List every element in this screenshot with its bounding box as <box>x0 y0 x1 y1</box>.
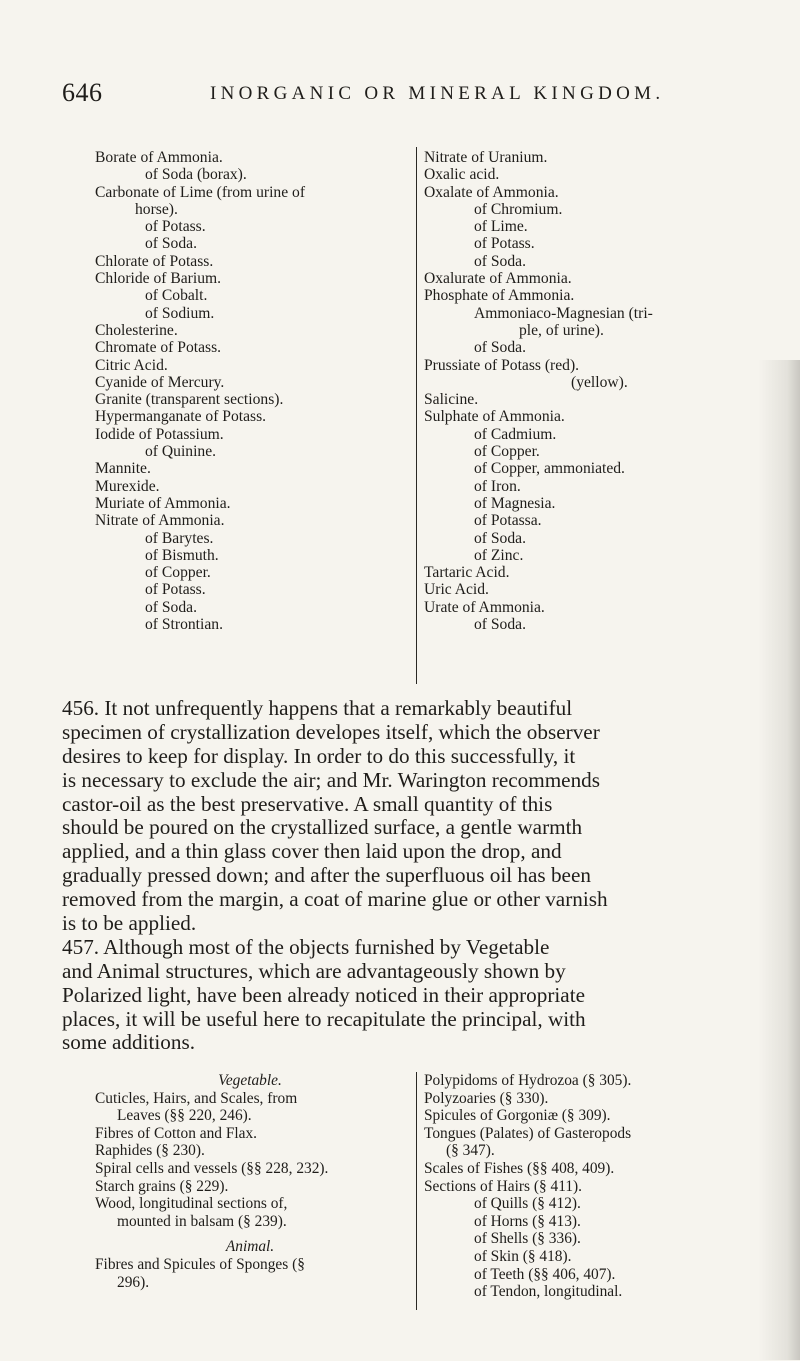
list-item: Fibres of Cotton and Flax. <box>95 1124 258 1142</box>
list-item: Sections of Hairs (§ 411). <box>424 1177 583 1195</box>
list-item: Spicules of Gorgoniæ (§ 309). <box>424 1107 611 1125</box>
list-item: of Potassa. <box>474 512 542 530</box>
list-item: of Soda. <box>474 339 526 357</box>
list-item: Urate of Ammonia. <box>424 598 545 616</box>
top-right-column <box>424 149 754 633</box>
list-item: of Copper. <box>145 564 211 582</box>
list-item: Iodide of Potassium. <box>95 425 224 443</box>
list-item: Polyzoaries (§ 330). <box>424 1089 549 1107</box>
text-line: desires to keep for display. In order to do this successfully, it <box>62 743 576 768</box>
text-line: is to be applied. <box>62 911 197 936</box>
top-left-column <box>95 149 395 633</box>
list-item: Tongues (Palates) of Gasteropods <box>424 1124 632 1142</box>
list-item: Chlorate of Potass. <box>95 252 214 270</box>
list-item: of Potass. <box>145 581 206 599</box>
list-item: Leaves (§§ 220, 246). <box>117 1107 252 1125</box>
list-item: Phosphate of Ammonia. <box>424 287 575 305</box>
page-edge-shadow <box>758 360 800 1360</box>
text-line: applied, and a thin glass cover then laid upon the drop, and <box>62 839 562 864</box>
list-item: Oxalurate of Ammonia. <box>424 270 572 288</box>
text-line: Polarized light, have been already noticed in their appropriate <box>62 982 586 1007</box>
text-line: castor-oil as the best preservative. A small quantity of this <box>62 791 553 816</box>
list-item: Polypidoms of Hydrozoa (§ 305). <box>424 1072 632 1089</box>
list-item: Borate of Ammonia. <box>95 149 223 166</box>
text-line: should be poured on the crystallized surface, a gentle warmth <box>62 815 583 840</box>
list-item: of Soda. <box>145 598 197 616</box>
list-item: of Bismuth. <box>145 546 219 564</box>
list-item: Citric Acid. <box>95 356 168 374</box>
list-item: Sulphate of Ammonia. <box>424 408 565 426</box>
list-item: of Strontian. <box>145 616 223 634</box>
list-item: Muriate of Ammonia. <box>95 494 231 512</box>
list-item: Cholesterine. <box>95 321 178 339</box>
page-header <box>62 78 762 118</box>
text-line: places, it will be useful here to recapitulate the principal, with <box>62 1006 586 1031</box>
list-item: of Horns (§ 413). <box>474 1212 581 1230</box>
list-item: of Shells (§ 336). <box>474 1230 581 1248</box>
list-item: Mannite. <box>95 460 151 478</box>
running-title: INORGANIC OR MINERAL KINGDOM. <box>210 83 665 104</box>
list-item: of Magnesia. <box>474 494 556 512</box>
list-item: of Quinine. <box>145 443 217 461</box>
list-item: of Teeth (§§ 406, 407). <box>474 1265 616 1283</box>
text-line: 457. Although most of the objects furnished by Vegetable <box>62 934 550 959</box>
list-item: Ammoniaco-Magnesian (tri- <box>474 304 653 322</box>
list-item: Scales of Fishes (§§ 408, 409). <box>424 1159 615 1177</box>
list-item: of Copper, ammoniated. <box>474 460 625 478</box>
list-item: of Barytes. <box>145 529 214 547</box>
text-line: and Animal structures, which are advantageously shown by <box>62 958 566 983</box>
bottom-right-column <box>424 1072 754 1301</box>
list-item: Salicine. <box>424 391 479 409</box>
bottom-left-column <box>95 1072 405 1291</box>
text-line: specimen of crystallization developes itself, which the observer <box>62 719 600 744</box>
column-rule <box>416 147 417 684</box>
list-item: of Chromium. <box>474 200 563 218</box>
list-item: of Quills (§ 412). <box>474 1195 581 1213</box>
animal-heading: Animal. <box>225 1238 275 1256</box>
list-item: Oxalate of Ammonia. <box>424 183 559 201</box>
list-item: Hypermanganate of Potass. <box>95 408 267 426</box>
list-item: ple, of urine). <box>519 321 604 339</box>
list-item: of Soda. <box>474 252 526 270</box>
list-item: Fibres and Spicules of Sponges (§ <box>95 1255 305 1273</box>
list-item: (yellow). <box>571 373 628 391</box>
list-item: of Zinc. <box>474 546 524 564</box>
list-item: Cyanide of Mercury. <box>95 373 225 391</box>
text-line: gradually pressed down; and after the superfluous oil has been <box>62 863 591 888</box>
list-item: Prussiate of Potass (red). <box>424 356 580 374</box>
list-item: Nitrate of Uranium. <box>424 149 548 166</box>
list-item: of Skin (§ 418). <box>474 1247 572 1265</box>
list-item: of Potass. <box>145 218 206 236</box>
list-item: of Soda. <box>474 529 526 547</box>
vegetable-heading: Vegetable. <box>218 1072 282 1089</box>
list-item: Starch grains (§ 229). <box>95 1177 229 1195</box>
list-item: Spiral cells and vessels (§§ 228, 232). <box>95 1159 329 1177</box>
list-item: 296). <box>117 1273 150 1291</box>
list-item: (§ 347). <box>446 1142 495 1160</box>
list-item: of Iron. <box>474 477 521 495</box>
body-text <box>62 697 752 1055</box>
list-item: Tartaric Acid. <box>424 564 510 582</box>
list-item: Nitrate of Ammonia. <box>95 512 225 530</box>
list-item: horse). <box>135 200 178 218</box>
list-item: of Lime. <box>474 218 528 236</box>
list-item: mounted in balsam (§ 239). <box>117 1212 287 1230</box>
list-item: Granite (transparent sections). <box>95 391 284 409</box>
column-rule <box>416 1072 417 1310</box>
list-item: Raphides (§ 230). <box>95 1142 205 1160</box>
list-item: Uric Acid. <box>424 581 489 599</box>
list-item: Chromate of Potass. <box>95 339 222 357</box>
list-item: Cuticles, Hairs, and Scales, from <box>95 1089 298 1107</box>
list-item: of Tendon, longitudinal. <box>474 1283 623 1301</box>
list-item: of Soda. <box>474 616 526 634</box>
list-item: of Potass. <box>474 235 535 253</box>
list-item: Oxalic acid. <box>424 166 500 184</box>
list-item: Chloride of Barium. <box>95 270 222 288</box>
text-line: some additions. <box>62 1030 196 1055</box>
list-item: of Sodium. <box>145 304 215 322</box>
list-item: of Soda. <box>145 235 197 253</box>
list-item: Wood, longitudinal sections of, <box>95 1195 288 1213</box>
list-item: of Soda (borax). <box>145 166 247 184</box>
list-item: of Copper. <box>474 443 540 461</box>
list-item: Murexide. <box>95 477 160 495</box>
page-number: 646 <box>62 78 103 107</box>
list-item: of Cobalt. <box>145 287 208 305</box>
list-item: Carbonate of Lime (from urine of <box>95 183 306 201</box>
text-line: is necessary to exclude the air; and Mr. Warington recommends <box>62 767 601 792</box>
text-line: removed from the margin, a coat of marine glue or other varnish <box>62 887 608 912</box>
text-line: 456. It not unfrequently happens that a remarkably beautiful <box>62 696 573 720</box>
list-item: of Cadmium. <box>474 425 557 443</box>
